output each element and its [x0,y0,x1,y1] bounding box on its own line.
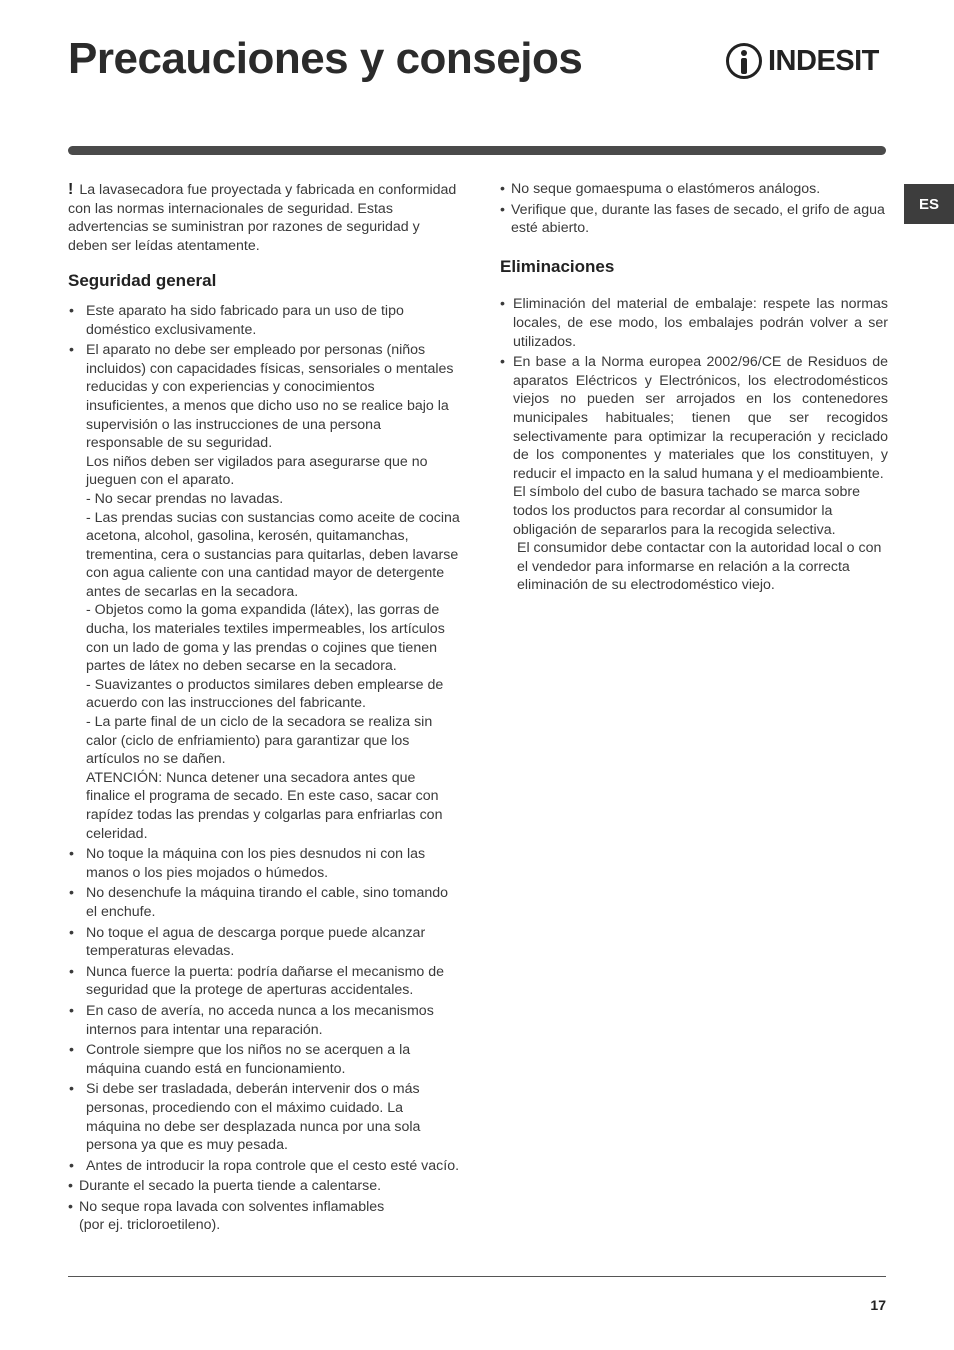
list-item: • Antes de introducir la ropa controle que el cesto esté vacío. [69,1157,460,1174]
page-title: Precauciones y consejos [68,34,583,83]
list-item: • No toque el agua de descarga porque puede alcanzar temperaturas elevadas. [69,924,426,960]
intro-text: La lavasecadora fue proyectada y fabricada en conformidad con las normas internacionales de seguridad. Estas advertencias se suministran por razones de seguridad y deben ser leídas atentamente. [68,182,457,254]
list-item: • Verifique que, durante las fases de secado, el grifo de agua esté abierto. [500,201,885,237]
list-item: • No seque ropa lavada con solventes inflamables (por ej. tricloroetileno). [68,1198,385,1234]
right-column [500,180,888,597]
eliminaciones-list [500,295,888,595]
seguridad-list [68,302,460,1235]
footer-divider [68,1276,886,1277]
intro-warning [68,181,460,255]
list-item: • Eliminación del material de embalaje: respete las normas locales, de ese modo, los embalajes podrán volver a ser utilizados. [500,296,888,350]
right-list [500,180,888,238]
header-divider [68,146,886,155]
list-item: • Controle siempre que los niños no se acerquen a la máquina cuando está en funcionamiento. [69,1042,411,1077]
section-heading-seguridad: Seguridad general [68,271,217,291]
list-item: • Durante el secado la puerta tiende a calentarse. [68,1178,382,1195]
brand-logo-icon [726,43,762,79]
left-column [68,181,460,1237]
brand-logo [726,40,879,82]
warning-icon: ! [68,181,74,198]
brand-name: INDESIT [768,44,879,77]
list-item: • En base a la Norma europea 2002/96/CE de Residuos de aparatos Eléctricos y Electrónicos, los electrodomésticos viejos no pueden ser arrojados en los contenedores municipales habituales; tienen que ser recogidos selectivamente para optimizar la recuperación y reciclado de los componentes y materiales que los constituyen, y reducir el impacto en la salud humana y el medioambiente. El símbolo del cubo de basura tachado se marca sobre todos los productos para recordar al consumidor la obligación de separarlos para la recogida selectiva. El consumidor debe contactar con la autoridad local o con el vendedor para informarse en relación a la correcta eliminación de su electrodoméstico viejo. [500,354,888,594]
list-item: • El aparato no debe ser empleado por personas (niños incluidos) con capacidades físicas, sensoriales o mentales reducidas y con experiencias y conocimientos insuficientes, a menos que dicho uso no se realice bajo la supervisión o las instrucciones de una persona responsable de su seguridad. Los niños deben ser vigilados para asegurarse que no jueguen con el aparato. - No secar prendas no lavadas. - Las prendas sucias con sustancias como aceite de cocina acetona, alcohol, gasolina, kerosén, quitamanchas, trementina, cera o sustancias para quitarlas, deben lavarse con agua caliente con una cantidad mayor de detergente antes de secarlas en la secadora. - Objetos como la goma expandida (látex), las gorras de ducha, los materiales textiles impermeables, los artículos con un lado de goma y las prendas o cojines que tienen partes de látex no deben secarse en la secadora. - Suavizantes o productos similares deben emplearse de acuerdo con las instrucciones del fabricante. - La parte final de un ciclo de la secadora se realiza sin calor (ciclo de enfriamiento) para garantizar que los artículos no se dañen. ATENCIÓN: Nunca detener una secadora antes que finalice el programa de secado. En este caso, sacar con rapídez todas las prendas y colgarlas para enfriarlas con celeridad. [69,342,460,842]
section-heading-eliminaciones: Eliminaciones [500,256,615,276]
page-number: 17 [870,1297,886,1313]
language-tab: ES [904,184,954,224]
list-item: • No toque la máquina con los pies desnudos ni con las manos o los pies mojados o húmedos. [69,846,426,881]
list-item: • No seque gomaespuma o elastómeros análogos. [500,181,821,197]
list-item: • Nunca fuerce la puerta: podría dañarse el mecanismo de seguridad que la protege de aperturas accidentales. [69,963,445,999]
list-item: • No desenchufe la máquina tirando el cable, sino tomando el enchufe. [69,885,449,920]
list-item: • En caso de avería, no acceda nunca a los mecanismos internos para intentar una reparación. [69,1002,434,1038]
list-item: • Este aparato ha sido fabricado para un uso de tipo doméstico exclusivamente. [69,302,404,338]
list-item: • Si debe ser trasladada, deberán intervenir dos o más personas, procediendo con el máximo cuidado. La máquina no debe ser desplazada nunca por una sola persona ya que es muy pesada. [69,1081,421,1154]
